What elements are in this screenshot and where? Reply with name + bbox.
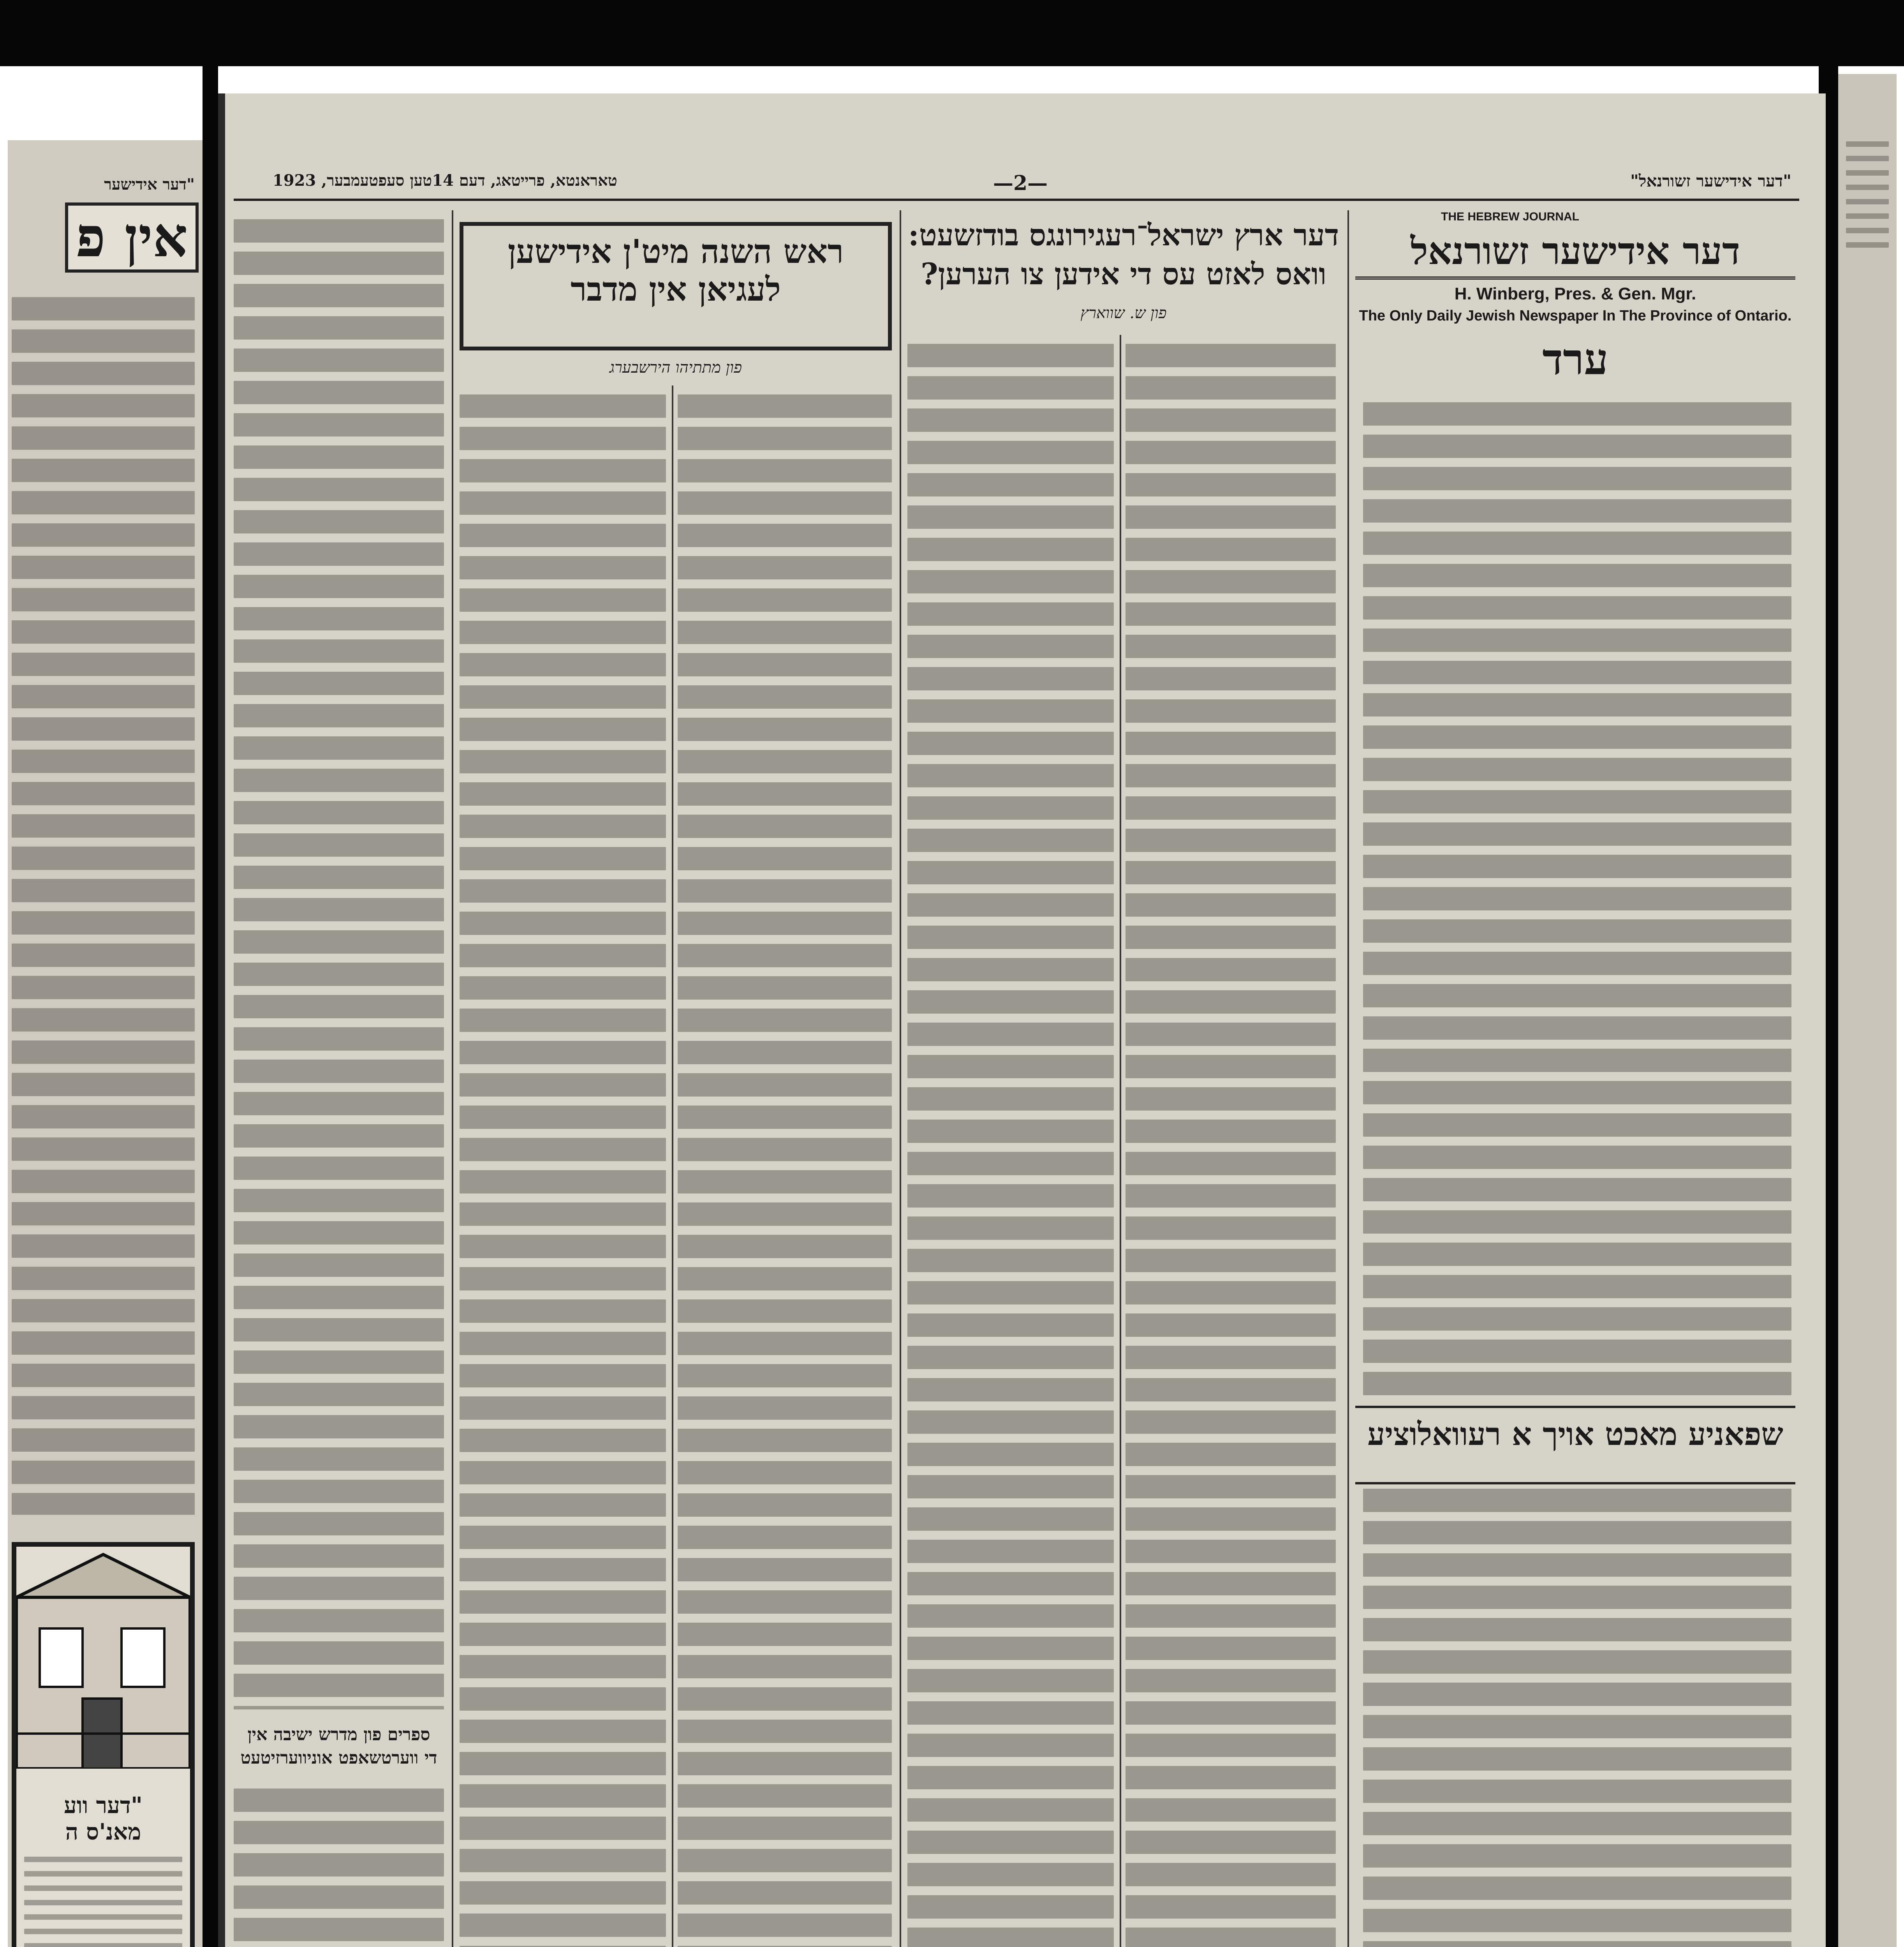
tagline: The Only Daily Jewish Newspaper In The Province of Ontario. <box>1359 308 1792 324</box>
seminary-subhead-2: די ווערטשאפט אוניווערזיטעט <box>240 1748 437 1768</box>
gutter-left <box>203 66 218 1947</box>
seminary-subhead-1: ספרים פון מדרש ישיבה אין <box>247 1725 430 1745</box>
budget-col-b <box>907 335 1114 1947</box>
budget-headline-1: דער ארץ ישראל־רעגירונגס בודזשעט: <box>908 218 1339 252</box>
legion-headline-box <box>460 222 892 350</box>
budget-col-a <box>1125 335 1336 1947</box>
left-page-text <box>12 288 195 1515</box>
column-rule-2 <box>1120 335 1121 1947</box>
ad-body <box>24 1857 182 1947</box>
budget-headline-2: וואס לאזט עס די אידען צו הערען? <box>921 257 1326 291</box>
spain-article-body <box>1363 1480 1791 1947</box>
legion-col-b <box>460 386 666 1947</box>
editorial-body <box>1363 393 1791 1398</box>
running-head-right-paper: "דער אידישער זשורנאל" <box>1630 171 1791 190</box>
legion-col-a <box>678 386 892 1947</box>
running-head-date: טאראנטא, פרייטאג, דעם 14טען סעפטעמבער, 1923 <box>273 171 617 190</box>
paper-logo <box>1355 226 1795 280</box>
furnace-ad-fragment <box>12 1542 195 1947</box>
english-tag: THE HEBREW JOURNAL <box>1441 210 1580 223</box>
publisher-line: H. Winberg, Pres. & Gen. Mgr. <box>1454 284 1696 303</box>
film-edge-top <box>0 0 1904 66</box>
column-rule-1 <box>1347 210 1349 1947</box>
right-page-sliver <box>1838 74 1897 1947</box>
running-head-bar <box>234 171 1799 201</box>
left-big-headline: אין פ <box>65 202 199 273</box>
column-rule-4 <box>672 386 673 1947</box>
side-col-bottom <box>234 1780 444 1947</box>
house-illustration <box>16 1551 190 1769</box>
folio-number: —2— <box>993 171 1048 195</box>
column-rule-3 <box>900 210 901 1947</box>
legion-headline-2: לעגיאן אין מדבר <box>571 269 781 308</box>
spain-revolution-head: שפאניע מאכט אויך א רעוואלוציע <box>1355 1406 1795 1484</box>
ad-title-2: מאנ'ס ה <box>65 1818 141 1845</box>
budget-byline: פון ש. שווארץ <box>1080 304 1167 322</box>
legion-headline-1: ראש השנה מיט'ן אידישען <box>507 232 844 271</box>
legion-byline: פון מתתיהו הירשבערג <box>609 359 742 377</box>
side-col-top <box>234 210 444 1709</box>
paper-title: דער אידישער זשורנאל <box>1410 229 1740 273</box>
column-rule-5 <box>452 210 453 1947</box>
left-page-fragment <box>8 140 203 1947</box>
ad-title: "דער ווע <box>63 1792 143 1818</box>
editorial-title: ערד <box>1542 334 1608 384</box>
left-running-head: "דער אידישער <box>104 175 195 194</box>
